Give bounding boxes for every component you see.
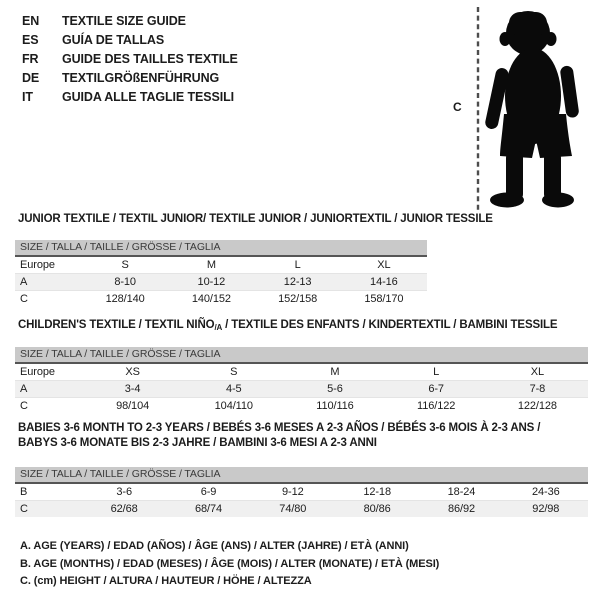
babies-section-title-line2: BABYS 3-6 MONATE BIS 2-3 JAHRE / BAMBINI 3-6 MESI A 2-3 ANNI	[18, 437, 377, 449]
language-row-de	[22, 69, 238, 88]
value-cell: L	[433, 366, 440, 378]
language-code: DE	[22, 71, 40, 85]
row-label-cell: B	[20, 486, 28, 498]
table-row	[15, 274, 427, 291]
value-cell: 128/140	[105, 293, 145, 305]
value-cell: 6-9	[200, 486, 217, 498]
guide-title-it: GUIDA ALLE TAGLIE TESSILI	[62, 90, 235, 104]
baby-silhouette-shape	[484, 11, 580, 208]
table-row	[15, 257, 427, 274]
value-cell: S	[230, 366, 238, 378]
row-label-cell: Europe	[20, 259, 55, 271]
language-code: FR	[22, 52, 39, 66]
value-cell: 62/68	[110, 503, 138, 515]
legend-notes	[20, 538, 439, 591]
value-cell: M	[330, 366, 340, 378]
note-age-months: B. AGE (MONTHS) / EDAD (MESES) / ÂGE (MOIS) / ALTER (MONATE) / ETÀ (MESI)	[20, 557, 440, 570]
value-cell: 6-7	[428, 383, 444, 395]
value-cell: XL	[377, 259, 391, 271]
size-header-bar: SIZE / TALLA / TAILLE / GRÖSSE / TAGLIA	[15, 240, 427, 257]
value-cell: 68/74	[194, 503, 222, 515]
value-cell: 152/158	[278, 293, 318, 305]
junior-section-title: JUNIOR TEXTILE / TEXTIL JUNIOR/ TEXTILE JUNIOR / JUNIORTEXTIL / JUNIOR TESSILE	[18, 213, 493, 225]
value-cell: 10-12	[197, 276, 226, 288]
row-label-cell: A	[20, 276, 28, 288]
value-cell: M	[206, 259, 216, 271]
value-cell: 74/80	[279, 503, 307, 515]
guide-title-en: TEXTILE SIZE GUIDE	[62, 14, 186, 28]
height-measure-figure	[440, 4, 595, 212]
row-label-cell: C	[20, 293, 28, 305]
row-label-cell: Europe	[20, 366, 55, 378]
value-cell: 104/110	[214, 400, 253, 412]
language-row-es	[22, 31, 238, 50]
language-row-it	[22, 88, 238, 107]
table-row	[15, 291, 427, 308]
value-cell: 3-6	[116, 486, 132, 498]
table-row	[15, 398, 588, 415]
babies-size-section	[15, 421, 588, 517]
row-label-cell: A	[20, 383, 28, 395]
guide-title-fr: GUIDE DES TAILLES TEXTILE	[62, 52, 238, 66]
row-label-cell: C	[20, 400, 28, 412]
value-cell: L	[294, 259, 301, 271]
children-section-title	[18, 319, 588, 334]
toddler-silhouette	[440, 4, 595, 212]
value-cell: 110/116	[316, 400, 354, 412]
value-cell: 8-10	[114, 276, 136, 288]
value-cell: 5-6	[327, 383, 343, 395]
table-row	[15, 501, 588, 518]
babies-section-title-line1: BABIES 3-6 MONTH TO 2-3 YEARS / BEBÉS 3-6 MESES A 2-3 AÑOS / BÉBÉS 3-6 MOIS À 2-3 ANS /	[18, 422, 541, 434]
language-code: IT	[22, 90, 33, 104]
value-cell: 116/122	[417, 400, 456, 412]
value-cell: 14-16	[370, 276, 398, 288]
table-row	[15, 484, 588, 501]
children-size-table	[15, 364, 588, 414]
children-size-section	[15, 319, 588, 414]
children-title-prefix: CHILDREN'S TEXTILE / TEXTIL NIÑO	[18, 319, 215, 331]
value-cell: 9-12	[282, 486, 304, 498]
value-cell: 12-13	[283, 276, 312, 288]
measure-c-label: C	[453, 100, 462, 114]
value-cell: 24-36	[532, 486, 560, 498]
value-cell: XS	[125, 366, 140, 378]
value-cell: 92/98	[532, 503, 560, 515]
row-label-cell: C	[20, 503, 28, 515]
babies-size-table	[15, 484, 588, 517]
value-cell: 4-5	[225, 383, 242, 395]
value-cell: 86/92	[447, 503, 475, 515]
value-cell: XL	[530, 366, 544, 378]
children-title-suffix: / TEXTILE DES ENFANTS / KINDERTEXTIL / BAMBINI TESSILE	[222, 319, 558, 331]
note-height-cm: C. (cm) HEIGHT / ALTURA / HAUTEUR / HÖHE / ALTEZZA	[20, 575, 312, 587]
language-code: EN	[22, 14, 40, 28]
value-cell: 98/104	[116, 400, 150, 412]
guide-title-es: GUÍA DE TALLAS	[62, 33, 165, 47]
value-cell: 122/128	[517, 400, 557, 412]
value-cell: 3-4	[124, 383, 141, 395]
language-code: ES	[22, 33, 39, 47]
language-row-fr	[22, 50, 238, 69]
junior-size-section	[15, 213, 493, 307]
value-cell: 80/86	[363, 503, 391, 515]
value-cell: 18-24	[447, 486, 476, 498]
table-row	[15, 364, 588, 381]
junior-size-table	[15, 257, 427, 307]
value-cell: 140/152	[191, 293, 231, 305]
value-cell: S	[121, 259, 129, 271]
children-title-subscript: /A	[214, 323, 223, 332]
table-row	[15, 381, 588, 398]
value-cell: 158/170	[364, 293, 404, 305]
size-header-bar: SIZE / TALLA / TAILLE / GRÖSSE / TAGLIA	[15, 347, 588, 364]
guide-title-de: TEXTILGRÖßENFÜHRUNG	[62, 71, 220, 85]
language-row-en	[22, 12, 238, 31]
value-cell: 12-18	[363, 486, 391, 498]
note-age-years: A. AGE (YEARS) / EDAD (AÑOS) / ÂGE (ANS) / ALTER (JAHRE) / ETÀ (ANNI)	[20, 540, 409, 552]
value-cell: 7-8	[529, 383, 546, 395]
size-header-bar: SIZE / TALLA / TAILLE / GRÖSSE / TAGLIA	[15, 467, 588, 484]
language-title-block	[22, 12, 238, 107]
